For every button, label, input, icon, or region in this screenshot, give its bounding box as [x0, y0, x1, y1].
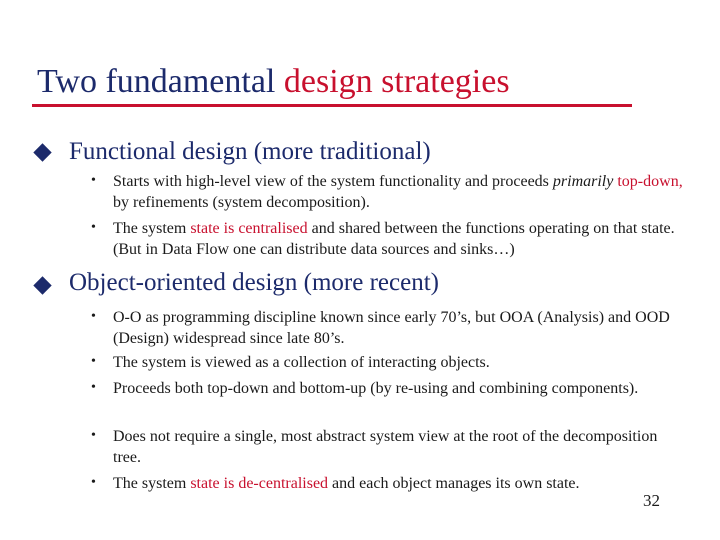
- title-underline: [32, 104, 632, 107]
- page-number: 32: [643, 491, 660, 510]
- diamond-bullet-icon: [33, 276, 51, 294]
- bullet-text: The system state is de-centralised and each object manages its own state.: [113, 475, 580, 492]
- bullet-dot: •: [91, 354, 96, 369]
- bullet-text: Proceeds both top-down and bottom-up (by re-using and combining components).: [113, 380, 639, 397]
- section-heading-object-oriented: Object-oriented design (more recent): [69, 269, 439, 296]
- bullet-dot: •: [91, 380, 96, 395]
- bullet-dot: •: [91, 220, 96, 235]
- bullet-text: O-O as programming discipline known since early 70’s, but OOA (Analysis) and OOD (Design) widespread since late 80’s.: [113, 309, 670, 347]
- bullet-text: Starts with high-level view of the system functionality and proceeds primarily top-down, by refinements (system decomposition).: [113, 173, 683, 211]
- section-heading-functional: Functional design (more traditional): [69, 138, 431, 165]
- bullet-dot: •: [91, 309, 96, 324]
- bullet-dot: •: [91, 475, 96, 490]
- diamond-bullet-icon: [33, 143, 51, 161]
- bullet-dot: •: [91, 173, 96, 188]
- bullet-text: The system state is centralised and shared between the functions operating on that state. (But in Data Flow one can distribute data sources and sinks…): [113, 220, 675, 258]
- bullet-text: Does not require a single, most abstract system view at the root of the decomposition tree.: [113, 428, 658, 466]
- slide-title: Two fundamental design strategies: [37, 63, 510, 100]
- bullet-dot: •: [91, 428, 96, 443]
- bullet-text: The system is viewed as a collection of interacting objects.: [113, 354, 490, 371]
